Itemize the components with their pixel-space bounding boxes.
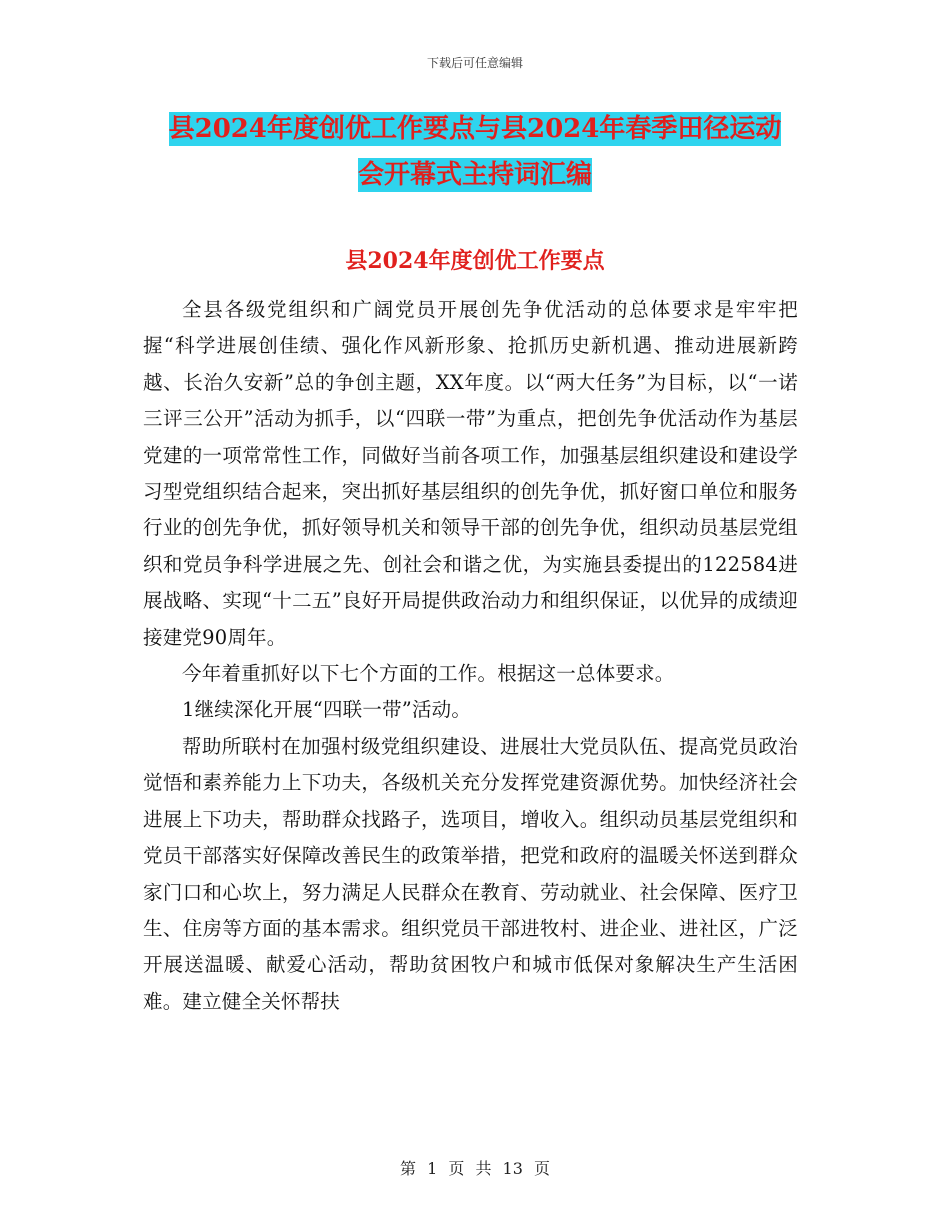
paragraph: 帮助所联村在加强村级党组织建设、进展壮大党员队伍、提高党员政治觉悟和素养能力上下功夫，各级机关充分发挥党建资源优势。加快经济社会进展上下功夫，帮助群众找路子，选项目，增收入。组织动员基层党组织和党员干部落实好保障改善民生的政策举措，把党和政府的温暖关怀送到群众家门口和心坎上，努力满足人民群众在教育、劳动就业、社会保障、医疗卫生、住房等方面的基本需求。组织党员干部进牧村、进企业、进社区，广泛开展送温暖、献爱心活动，帮助贫困牧户和城市低保对象解决生产生活困难。建立健全关怀帮扶 xyxy=(143,734,798,1013)
title-highlight-1: 县2024年度创优工作要点与县2024年春季田径运动 xyxy=(168,114,782,144)
document-body xyxy=(143,292,798,1020)
document-title-line-1 xyxy=(0,110,950,148)
paragraph: 全县各级党组织和广阔党员开展创先争优活动的总体要求是牢牢把握“科学进展创佳绩、强化作风新形象、抢抓历史新机遇、推动进展新跨越、长治久安新”总的争创主题，XX年度。以“两大任务”为目标，以“一诺三评三公开”活动为抓手，以“四联一带”为重点，把创先争优活动作为基层党建的一项常常性工作，同做好当前各项工作，加强基层组织建设和建设学习型党组织结合起来，突出抓好基层组织的创先争优，抓好窗口单位和服务行业的创先争优，抓好领导机关和领导干部的创先争优，组织动员基层党组织和党员争科学进展之先、创社会和谐之优，为实施县委提出的122584进展战略、实现“十二五”良好开局提供政治动力和组织保证，以优异的成绩迎接建党90周年。 xyxy=(143,298,798,649)
page-number-footer: 第 1 页 共 13 页 xyxy=(400,1159,550,1178)
title-highlight-2: 会开幕式主持词汇编 xyxy=(357,160,592,190)
paragraph: 1继续深化开展“四联一带”活动。 xyxy=(182,698,472,722)
document-title-line-2 xyxy=(0,156,950,194)
paragraph: 今年着重抓好以下七个方面的工作。根据这一总体要求。 xyxy=(182,662,675,686)
page-header-note: 下载后可任意编辑 xyxy=(426,56,523,70)
section-heading: 县2024年度创优工作要点 xyxy=(345,248,605,274)
